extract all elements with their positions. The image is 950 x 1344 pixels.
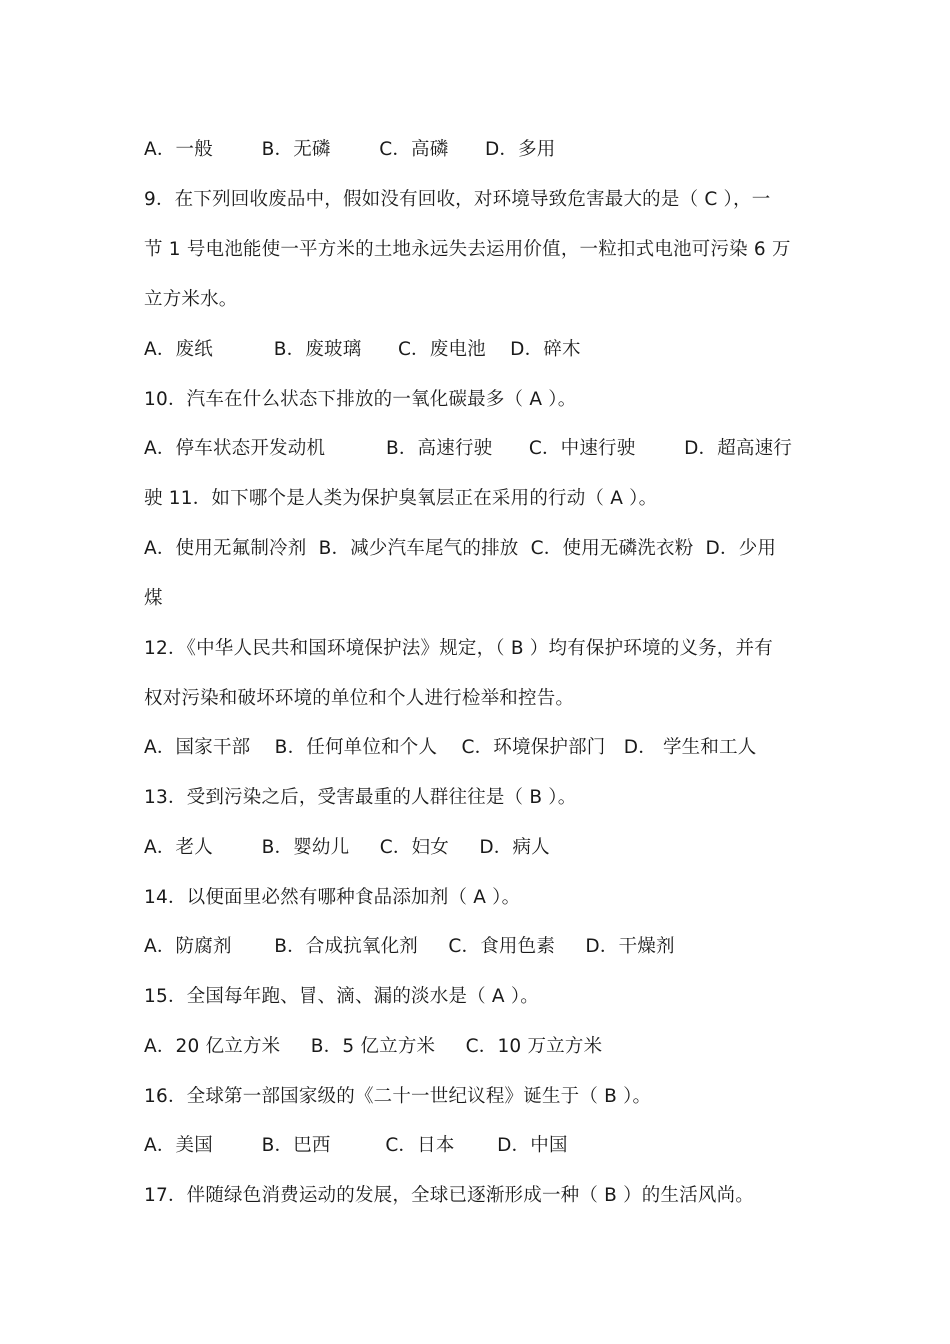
question-15: 15．全国每年跑、冒、滴、漏的淡水是（ A ）。 xyxy=(144,986,540,1007)
question-13: 13．受到污染之后，受害最重的人群往往是（ B ）。 xyxy=(144,787,577,808)
answer-options-13: A．老人 B．婴幼儿 C．妇女 D．病人 xyxy=(144,837,550,858)
question-12-line-1: 12．《中华人民共和国环境保护法》规定，（ B ）均有保护环境的义务，并有 xyxy=(144,638,773,659)
answer-options-12: A．国家干部 B．任何单位和个人 C．环境保护部门 D． 学生和工人 xyxy=(144,737,757,758)
question-11-line: 驶 11．如下哪个是人类为保护臭氧层正在采用的行动（ A ）。 xyxy=(144,488,658,509)
answer-options-11-line-1: A．使用无氟制冷剂 B．减少汽车尾气的排放 C．使用无磷洗衣粉 D．少用 xyxy=(144,538,777,559)
question-16: 16．全球第一部国家级的《二十一世纪议程》诞生于（ B ）。 xyxy=(144,1086,652,1107)
question-9-line-3: 立方米水。 xyxy=(144,289,238,310)
question-10: 10．汽车在什么状态下排放的一氧化碳最多（ A ）。 xyxy=(144,389,577,410)
answer-options-14: A．防腐剂 B．合成抗氧化剂 C．食用色素 D．干燥剂 xyxy=(144,936,675,957)
question-17: 17．伴随绿色消费运动的发展，全球已逐渐形成一种（ B ）的生活风尚。 xyxy=(144,1185,754,1206)
question-9-line-1: 9．在下列回收废品中，假如没有回收，对环境导致危害最大的是（ C ），一 xyxy=(144,189,771,210)
answer-options-16: A．美国 B．巴西 C．日本 D．中国 xyxy=(144,1135,568,1156)
answer-options-8: A．一般 B．无磷 C．高磷 D．多用 xyxy=(144,139,556,160)
answer-options-15: A．20 亿立方米 B．5 亿立方米 C．10 万立方米 xyxy=(144,1036,603,1057)
answer-options-9: A．废纸 B．废玻璃 C．废电池 D．碎木 xyxy=(144,339,581,360)
question-12-line-2: 权对污染和破坏环境的单位和个人进行检举和控告。 xyxy=(144,688,575,709)
question-14: 14．以便面里必然有哪种食品添加剂（ A ）。 xyxy=(144,887,521,908)
answer-options-10-line-1: A．停车状态开发动机 B．高速行驶 C．中速行驶 D．超高速行 xyxy=(144,438,793,459)
question-9-line-2: 节 1 号电池能使一平方米的土地永远失去运用价值，一粒扣式电池可污染 6 万 xyxy=(144,239,791,260)
answer-options-11-line-2: 煤 xyxy=(144,588,163,609)
